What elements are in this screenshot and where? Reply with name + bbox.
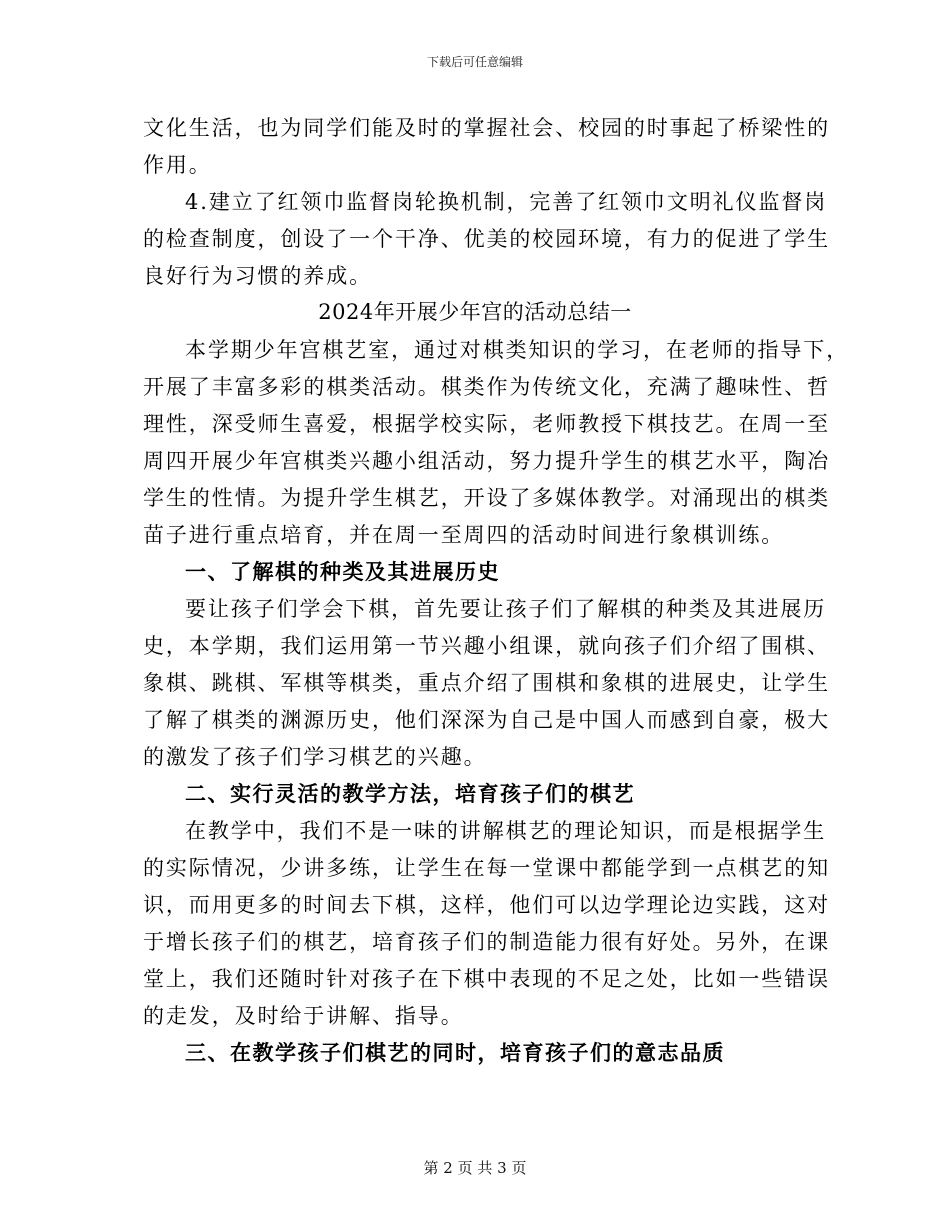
page-header: 下载后可任意编辑	[426, 55, 523, 69]
body-line: 的走发，及时给于讲解、指导。	[143, 1004, 464, 1028]
body-line: 苗子进行重点培育，并在周一至周四的活动时间进行象棋训练。	[143, 523, 785, 547]
body-line: 周四开展少年宫棋类兴趣小组活动，努力提升学生的棋艺水平，陶冶	[143, 449, 830, 473]
body-line: 的激发了孩子们学习棋艺的兴趣。	[143, 745, 487, 769]
body-line: 要让孩子们学会下棋，首先要让孩子们了解棋的种类及其进展历	[185, 597, 827, 621]
body-line: 于增长孩子们的棋艺，培育孩子们的制造能力很有好处。另外，在课	[143, 930, 830, 954]
body-line: 堂上，我们还随时针对孩子在下棋中表现的不足之处，比如一些错误	[143, 967, 830, 991]
body-line: 文化生活，也为同学们能及时的掌握社会、校园的时事起了桥梁性的	[143, 116, 830, 140]
body-line: 开展了丰富多彩的棋类活动。棋类作为传统文化，充满了趣味性、哲	[143, 375, 830, 399]
body-line: 识，而用更多的时间去下棋，这样，他们可以边学理论边实践，这对	[143, 893, 830, 917]
page-footer: 第 2 页 共 3 页	[423, 1159, 527, 1177]
subheading: 三、在教学孩子们棋艺的同时，培育孩子们的意志品质	[185, 1040, 725, 1065]
section-title: 2024年开展少年宫的活动总结一	[318, 300, 632, 324]
body-line: 史，本学期，我们运用第一节兴趣小组课，就向孩子们介绍了围棋、	[143, 634, 830, 658]
body-line: 在教学中，我们不是一味的讲解棋艺的理论知识，而是根据学生	[185, 819, 827, 843]
body-line: 的检查制度，创设了一个干净、优美的校园环境，有力的促进了学生	[143, 227, 830, 251]
subheading: 一、了解棋的种类及其进展历史	[185, 559, 500, 584]
body-line: 的实际情况，少讲多练，让学生在每一堂课中都能学到一点棋艺的知	[143, 856, 830, 880]
body-line: 良好行为习惯的养成。	[143, 264, 372, 288]
subheading: 二、实行灵活的教学方法，培育孩子们的棋艺	[185, 781, 635, 806]
body-line: 学生的性情。为提升学生棋艺，开设了多媒体教学。对涌现出的棋类	[143, 486, 830, 510]
body-line: 本学期少年宫棋艺室，通过对棋类知识的学习，在老师的指导下，	[185, 338, 850, 362]
body-line: 象棋、跳棋、军棋等棋类，重点介绍了围棋和象棋的进展史，让学生	[143, 671, 830, 695]
body-line: 作用。	[143, 153, 212, 177]
body-line: 了解了棋类的渊源历史，他们深深为自己是中国人而感到自豪，极大	[143, 708, 830, 732]
body-line: 理性，深受师生喜爱，根据学校实际，老师教授下棋技艺。在周一至	[143, 412, 830, 436]
body-line: 4.建立了红领巾监督岗轮换机制，完善了红领巾文明礼仪监督岗	[185, 190, 828, 214]
